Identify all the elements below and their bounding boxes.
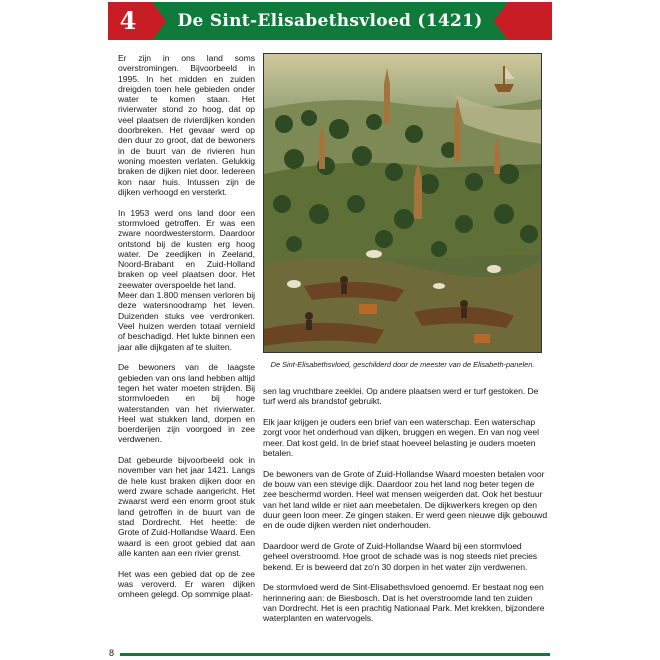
figure-caption: De Sint-Elisabethsvloed, geschilderd door de meester van de Elisabeth-panelen. xyxy=(270,360,535,369)
paragraph: De stormvloed werd de Sint-Elisabethsvloed genoemd. Er bestaat nog een herinnering aan: de Biesbosch. Dat is het overstroomde land ten zuiden van Dordrecht. Het is een prachtig Nationaal Park. Met krekken, bijzondere waterplanten en watervogels. xyxy=(263,582,545,624)
paragraph: Het was een gebied dat op de zee was veroverd. Er waren dijken omheen gelegd. Op sommige plaat- xyxy=(118,568,255,600)
footer-rule xyxy=(120,653,550,656)
paragraph: Elk jaar krijgen je ouders een brief van een waterschap. Een waterschap zorgt voor het onderhoud van dijken, bruggen en wegen. En van nog veel meer. Dat kost geld. In de brief staat hoeveel belasting je ouders moeten betalen. xyxy=(263,417,539,458)
page-title: De Sint-Elisabethsvloed (1421) xyxy=(177,11,483,31)
paragraph: Dat gebeurde bijvoorbeeld ook in november van het jaar 1421. Langs de hele kust braken dijken door en werd zware schade aangericht. Het zwaarst werd een enorm groot stuk land getroffen in de buurt van de stad Dordrecht. Het heette: de Grote of Zuid-Hollandse Waard. Een waard is een groot gebied dat aan alle kanten aan een rivier grenst. xyxy=(118,455,255,558)
paragraph: Meer dan 1.800 mensen verloren bij deze watersnoodramp het leven. Duizenden stuks vee verdronken. Veel huizen werden totaal vernield of beschadigd. Het lukte binnen een jaar alle dijkgaten af te sluiten. xyxy=(118,290,255,352)
paragraph: Daardoor werd de Grote of Zuid-Hollandse Waard bij een stormvloed geheel overstroomd. Hoe groot de schade was is nog steeds niet precies bekend. Er is beweerd dat zo'n 30 dorpen in het water zijn verdwenen. xyxy=(263,541,538,572)
paragraph: De bewoners van de laagste gebieden van ons land hebben altijd tegen het water moeten strijden. Bij stormvloeden en bij hoge waterstanden van het rivierwater. Heel wat stukken land, dorpen en boerderijen zijn voorgoed in zee verdwenen. xyxy=(118,362,255,445)
paragraph: De bewoners van de Grote of Zuid-Hollandse Waard moesten betalen voor de bouw van een stevige dijk. Daardoor zou het land nog beter tegen de zee beschermd worden. Heel wat mensen weigerden dat. Ook het bestuur van het land wilde er niet aan meebetalen. De dijkwerkers kregen op den duur geen loon meer. Ze gingen staken. Er werd geen nieuwe dijk gebouwd en de oude dijken werden niet onderhouden. xyxy=(263,468,548,531)
chapter-number: 4 xyxy=(119,6,137,35)
paragraph: In 1953 werd ons land door een stormvloed getroffen. Er was een zware noordwesterstorm. Daardoor ontstond bij de kusten erg hoog water. De zeedijken in Zeeland, Noord-Brabant en Zuid-Holland braken op veel plaatsen door. Het zeewater overspoelde het land. xyxy=(118,207,255,290)
painting-image xyxy=(263,53,542,353)
left-text-column xyxy=(118,53,255,610)
chapter-header xyxy=(108,2,552,40)
paragraph: Er zijn in ons land soms overstromingen. Bijvoorbeeld in 1995. In het midden en zuiden dreigden toen hele gebieden onder water te komen staan. Het rivierwater stond zo hoog, dat op veel plaatsen de rivierdijken konden doorbreken. Het gevaar werd op den duur zo groot, dat de bewoners in de buurt van de rivieren hun woning moesten verlaten. Gelukkig braken de dijken niet door. Iedereen kon naar huis. Intussen zijn de dijken verhoogd en versterkt. xyxy=(118,53,255,197)
right-text-column xyxy=(263,386,548,634)
page-number: 8 xyxy=(109,648,115,658)
painting-illustration xyxy=(264,54,542,353)
paragraph: sen lag vruchtbare zeeklei. Op andere plaatsen werd er turf gestoken. De turf werd als brandstof gebruikt. xyxy=(263,386,539,407)
